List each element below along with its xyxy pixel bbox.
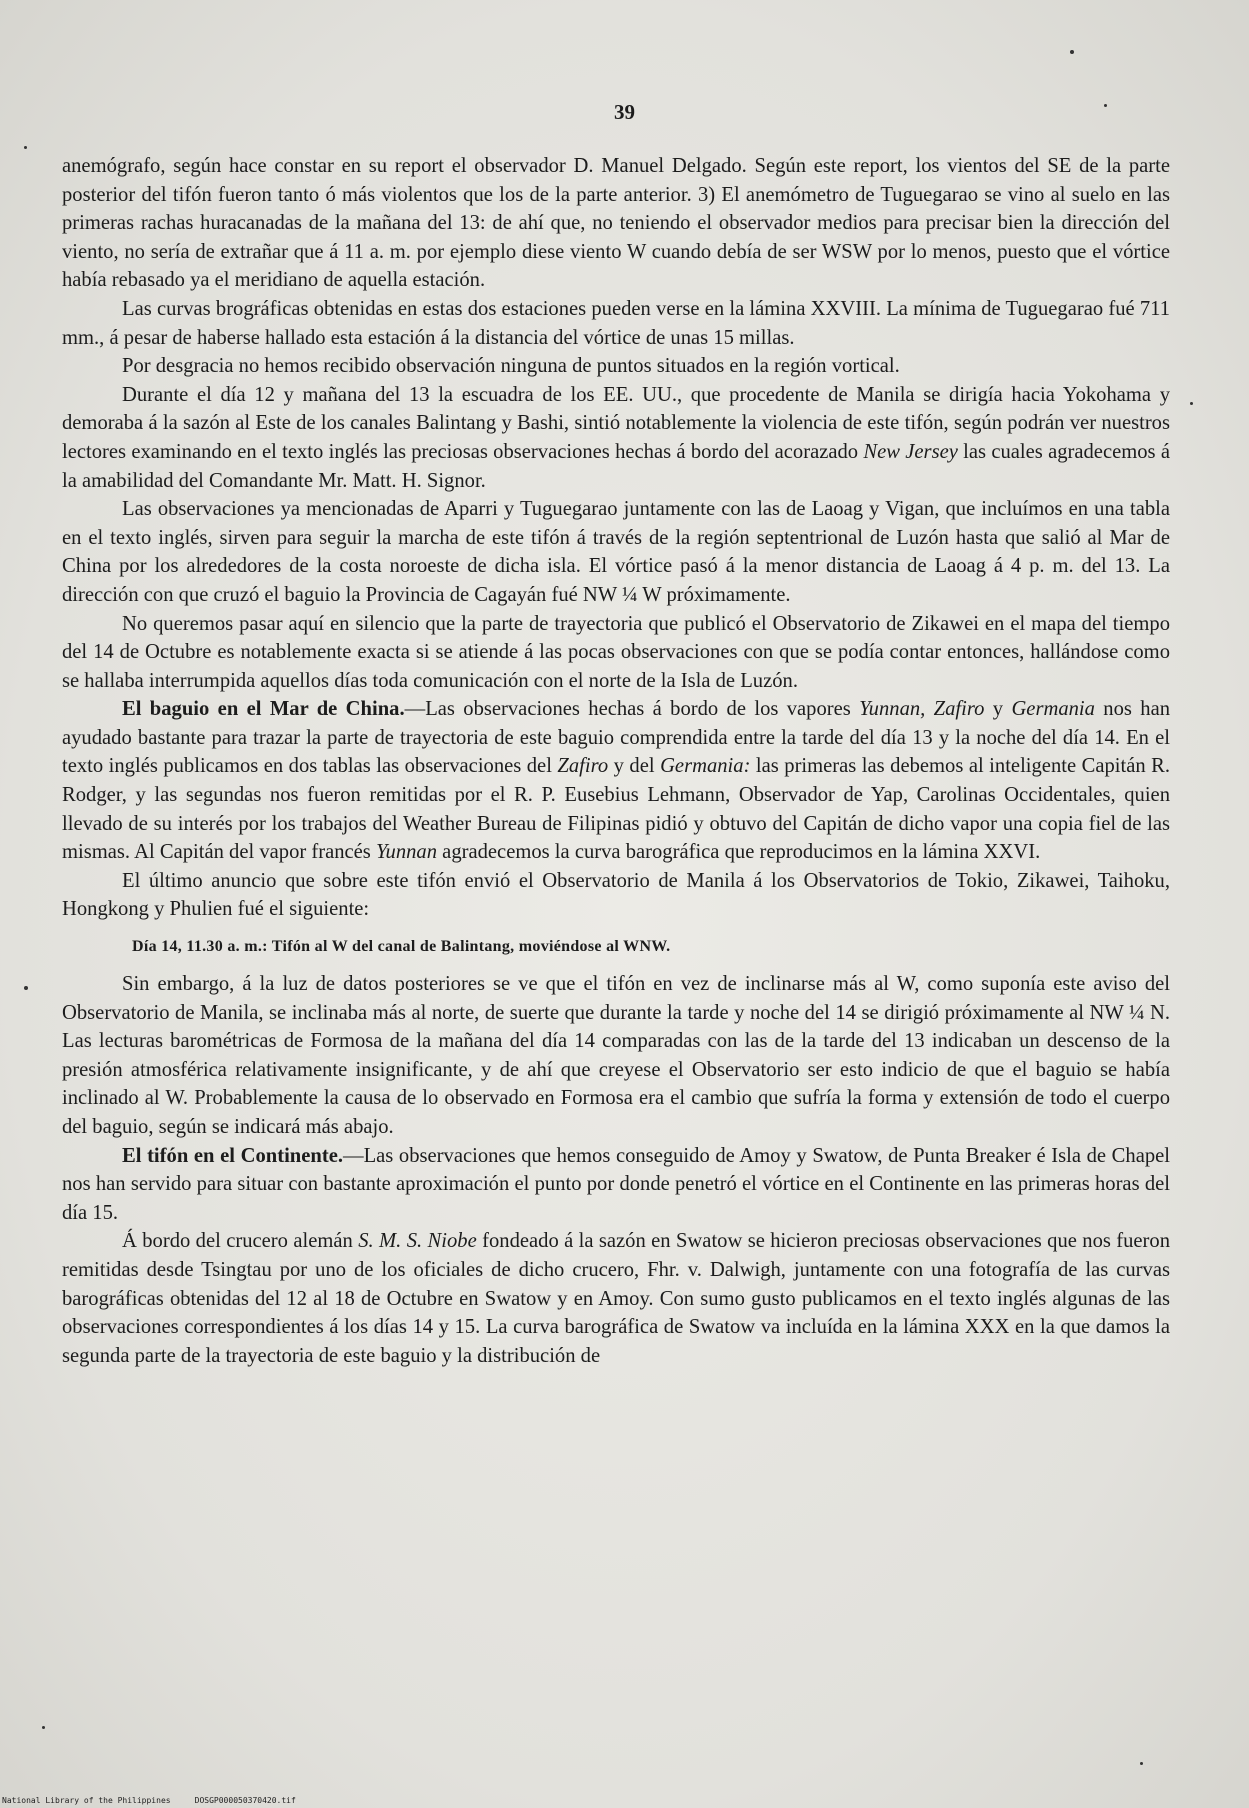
scan-footer: National Library of the Philippines DOSGP000050370420.tif — [2, 1796, 296, 1805]
italic-name: Zafiro — [557, 755, 609, 778]
italic-name: S. M. S. Niobe — [358, 1230, 477, 1253]
text-run: fondeado á la sazón en Swatow se hicieron preciosas observaciones que nos fueron remitidas desde Tsingtau por uno de los oficiales de dicho crucero, Fhr. v. Dalwigh, juntamente con una fotografía de las curvas barográficas obtenidas del 12 al 18 de Octubre en Swatow y en Amoy. Con sumo gusto publicamos en el texto inglés algunas de las observaciones correspondientes á los días 14 y 15. La curva barográfica de Swatow va incluída en la lámina XXX en la que damos la segunda parte de la trayectoria de este baguio y la distribución de — [62, 1230, 1171, 1367]
paragraph — [62, 1142, 1170, 1228]
scan-speck — [1140, 1762, 1143, 1765]
italic-name: Germania: — [660, 755, 751, 778]
paragraph — [62, 610, 1170, 696]
text-run: Durante el día 12 y mañana del 13 la escuadra de los EE. UU., que procedente de Manila se dirigía hacia Yokohama y demoraba á la sazón al Este de los canales Balintang y Bashi, sintió notablemente la violencia de este tifón, según podrán ver nuestros lectores examinando en el texto inglés las preciosas observaciones hechas á bordo del acorazado — [62, 383, 1170, 463]
text-run: —Las observaciones que hemos conseguido de Amoy y Swatow, de Punta Breaker é Isla de Chapel nos han servido para situar con bastante aproximación el punto por donde penetró el vórtice en el Continente en las primeras horas del día 15. — [62, 1144, 1170, 1224]
text-run: las primeras las debemos al inteligente Capitán R. Rodger, y las segundas nos fueron remitidas por el R. P. Eusebius Lehmann, Observador de Yap, Carolinas Occidentales, quien llevado de su interés por los trabajos del Weather Bureau de Filipinas pidió y obtuvo del Capitán de dicho vapor una copia fiel de las mismas. Al Capitán del vapor francés — [62, 755, 1171, 864]
italic-name: New Jersey — [863, 440, 958, 463]
text-run: las cuales agradecemos á la amabilidad del Comandante Mr. Matt. H. Signor. — [62, 440, 1170, 492]
italic-name: Germania — [1011, 698, 1095, 721]
paragraph — [62, 152, 1170, 295]
text-run: Por desgracia no hemos recibido observación ninguna de puntos situados en la región vortical. — [122, 355, 900, 378]
paragraph — [62, 867, 1170, 924]
scan-speck — [1190, 402, 1193, 405]
paragraph — [62, 1227, 1170, 1370]
text-run: Las observaciones ya mencionadas de Aparri y Tuguegarao juntamente con las de Laoag y Vigan, que incluímos en una tabla en el texto inglés, sirven para seguir la marcha de este tifón á través de la región septentrional de Luzón hasta que salió al Mar de China por los alrededores de la costa noroeste de dicha isla. El vórtice pasó á la menor distancia de Laoag á 4 p. m. del 13. La dirección con que cruzó el baguio la Provincia de Cagayán fué NW ¼ W próximamente. — [62, 498, 1170, 606]
body-text — [62, 152, 1170, 1370]
scan-speck — [24, 986, 28, 990]
paragraph — [62, 495, 1170, 609]
paragraph — [62, 352, 1170, 381]
text-run: Á bordo del crucero alemán — [122, 1230, 359, 1253]
text-run: Día 14, 11.30 a. m.: Tifón al W del canal de Balintang, moviéndose al WNW. — [132, 938, 671, 956]
text-run: nos han ayudado bastante para trazar la parte de trayectoria de este baguio comprendida entre la tarde del día 13 y la noche del día 14. En el texto inglés publicamos en dos tablas las observaciones del — [62, 698, 1171, 778]
text-run: anemógrafo, según hace constar en su report el observador D. Manuel Delgado. Según este report, los vientos del SE de la parte posterior del tifón fueron tanto ó más violentos que los de la parte anterior. 3) El anemómetro de Tuguegarao se vino al suelo en las primeras rachas huracanadas de la mañana del 13: de ahí que, no teniendo el observador medios para precisar bien la dirección del viento, no sería de extrañar que á 11 a. m. por ejemplo diese viento W cuando debía de ser WSW por lo menos, puesto que el vórtice había rebasado ya el meridiano de aquella estación. — [62, 155, 1170, 292]
italic-name: Yunnan — [375, 841, 438, 864]
section-heading: El tifón en el Continente. — [122, 1144, 343, 1167]
scan-speck — [1104, 104, 1107, 107]
text-run: El último anuncio que sobre este tifón envió el Observatorio de Manila á los Observatorios de Tokio, Zikawei, Taihoku, Hongkong y Phulien fué el siguiente: — [62, 869, 1170, 921]
scan-speck — [1070, 50, 1074, 54]
telegram-bulletin — [132, 934, 1170, 960]
text-run: No queremos pasar aquí en silencio que la parte de trayectoria que publicó el Observatorio de Zikawei en el mapa del tiempo del 14 de Octubre es notablemente exacta si se atiende á las pocas observaciones con que se podía contar entonces, hallándose como se hallaba interrumpida aquellos días toda comunicación con el norte de la Isla de Luzón. — [62, 612, 1170, 692]
text-run: —Las observaciones hechas á bordo de los vapores — [404, 698, 860, 721]
text-run: agradecemos la curva barográfica que reproducimos en la lámina XXVI. — [437, 841, 1041, 864]
section-heading: El baguio en el Mar de China. — [122, 698, 405, 721]
scan-speck — [24, 146, 27, 149]
italic-name: Yunnan, Zafiro — [859, 698, 985, 721]
paragraph — [62, 381, 1170, 495]
page-number: 39 — [614, 100, 635, 124]
text-run: Sin embargo, á la luz de datos posteriores se ve que el tifón en vez de inclinarse más al W, como suponía este aviso del Observatorio de Manila, se inclinaba más al norte, de suerte que durante la tarde y noche del 14 se dirigió próximamente al NW ¼ N. Las lecturas barométricas de Formosa de la mañana del día 14 comparadas con las de la tarde del 13 indicaban un descenso de la presión atmosférica relativamente insignificante, y de ahí que creyese el Observatorio ser esto indicio de que el baguio se había inclinado al W. Probablemente la causa de lo observado en Formosa era el cambio que sufría la forma y extensión de todo el cuerpo del baguio, según se indicará más abajo. — [62, 973, 1170, 1138]
text-run: y — [984, 698, 1012, 721]
text-run: Las curvas brográficas obtenidas en estas dos estaciones pueden verse en la lámina XXVIII. La mínima de Tuguegarao fué 711 mm., á pesar de haberse hallado esta estación á la distancia del vórtice de unas 15 millas. — [62, 297, 1170, 349]
paragraph — [62, 295, 1170, 352]
paragraph — [62, 695, 1170, 867]
scan-speck — [42, 1726, 45, 1729]
paragraph — [62, 970, 1170, 1142]
text-run: y del — [608, 755, 661, 778]
